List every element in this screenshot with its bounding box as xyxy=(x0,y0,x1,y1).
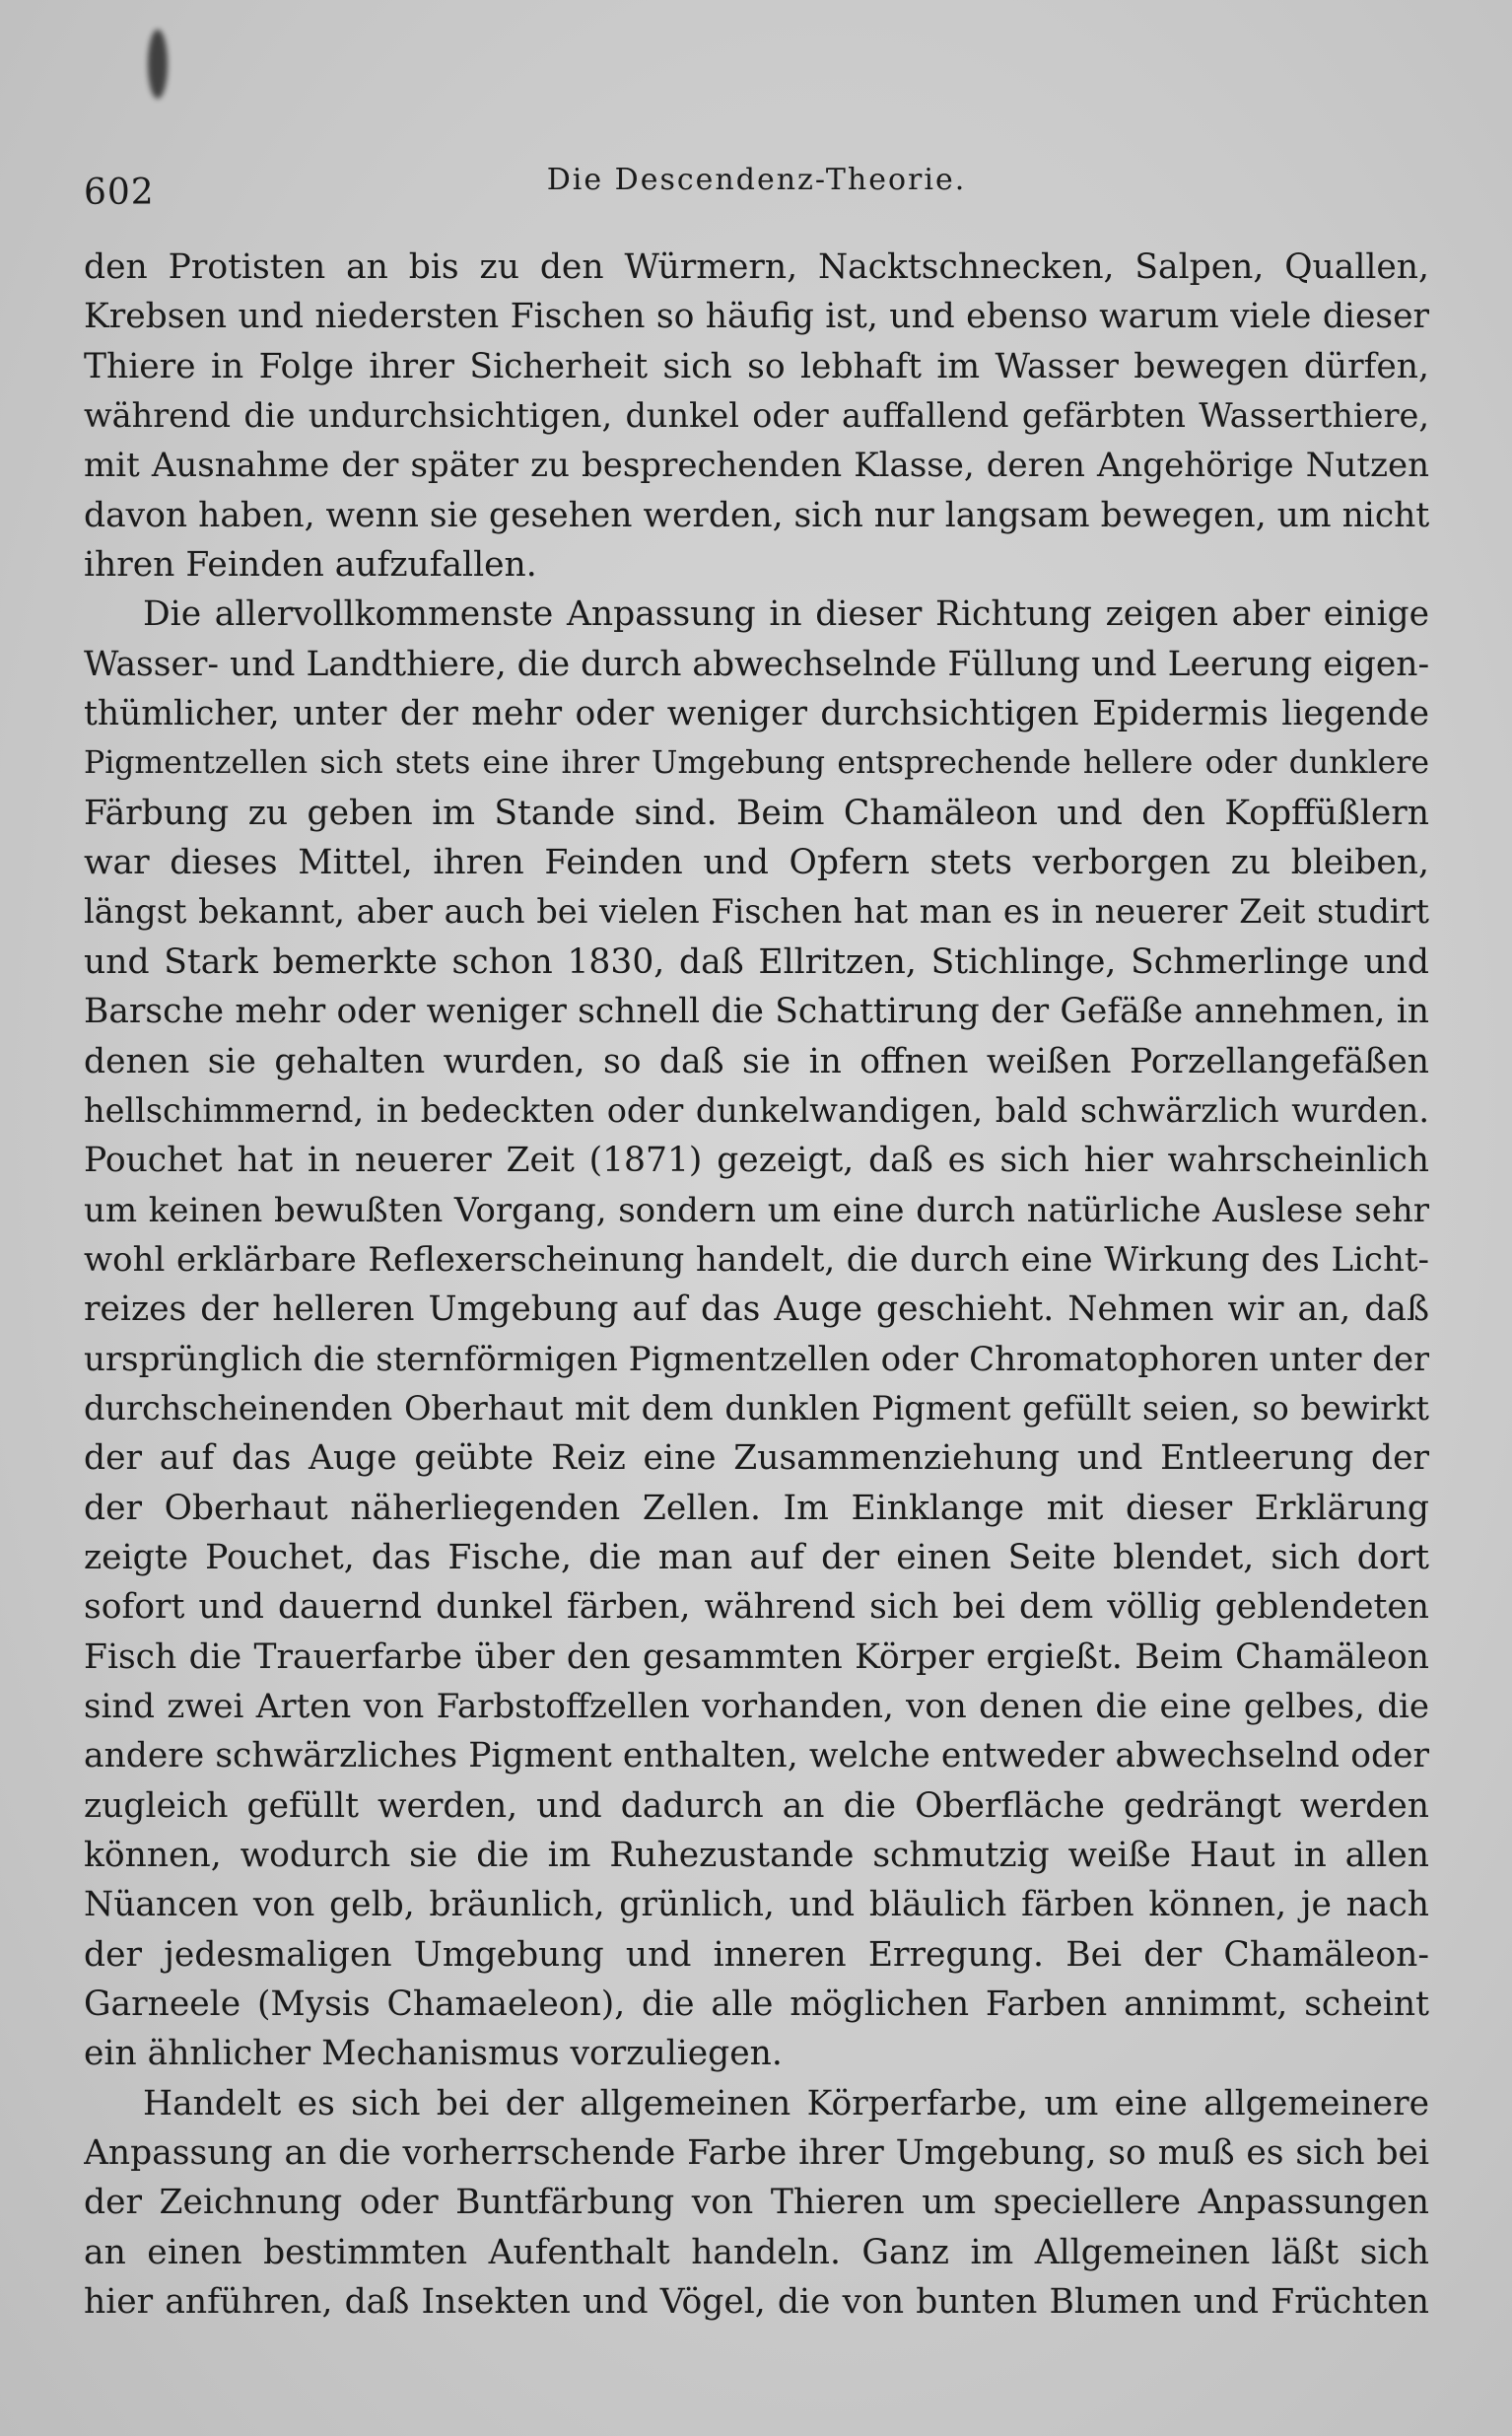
text-line: Wasser- und Landthiere, die durch abwechselnde Füllung und Leerung eigen- xyxy=(84,644,1429,684)
body-text xyxy=(84,243,1429,2327)
text-line: wohl erklärbare Reflexerscheinung handelt, die durch eine Wirkung des Licht- xyxy=(84,1239,1429,1280)
text-line: der auf das Auge geübte Reiz eine Zusammenziehung und Entleerung der xyxy=(84,1438,1429,1479)
text-line: Krebsen und niedersten Fischen so häufig ist, und ebenso warum viele dieser xyxy=(84,297,1429,337)
text-line: ein ähnlicher Mechanismus vorzuliegen. xyxy=(84,2034,783,2074)
text-line: um keinen bewußten Vorgang, sondern um eine durch natürliche Auslese sehr xyxy=(84,1190,1429,1230)
text-line: sind zwei Arten von Farbstoffzellen vorhanden, von denen die eine gelbes, die xyxy=(84,1686,1429,1726)
text-line: der Zeichnung oder Buntfärbung von Thieren um speciellere Anpassungen xyxy=(84,2183,1429,2223)
text-line: an einen bestimmten Aufenthalt handeln. Ganz im Allgemeinen läßt sich xyxy=(84,2232,1429,2272)
text-line: sofort und dauernd dunkel färben, während sich bei dem völlig geblendeten xyxy=(84,1587,1429,1628)
text-line: andere schwärzliches Pigment enthalten, welche entweder abwechselnd oder xyxy=(84,1736,1429,1776)
text-line: ursprünglich die sternförmigen Pigmentzellen oder Chromatophoren unter der xyxy=(84,1339,1429,1379)
text-line: zugleich gefüllt werden, und dadurch an die Oberfläche gedrängt werden xyxy=(84,1785,1429,1826)
text-line: Fisch die Trauerfarbe über den gesammten Körper ergießt. Beim Chamäleon xyxy=(84,1636,1429,1677)
text-line: Die allervollkommenste Anpassung in dieser Richtung zeigen aber einige xyxy=(143,594,1429,635)
text-line: Handelt es sich bei der allgemeinen Körperfarbe, um eine allgemeinere xyxy=(143,2083,1429,2123)
text-line: zeigte Pouchet, das Fische, die man auf der einen Seite blendet, sich dort xyxy=(84,1537,1429,1577)
text-line: Barsche mehr oder weniger schnell die Schattirung der Gefäße annehmen, in xyxy=(84,992,1429,1032)
text-line: Pouchet hat in neuerer Zeit (1871) gezeigt, daß es sich hier wahrscheinlich xyxy=(84,1141,1429,1181)
text-line: reizes der helleren Umgebung auf das Auge geschieht. Nehmen wir an, daß xyxy=(84,1289,1429,1330)
text-line: der Oberhaut näherliegenden Zellen. Im Einklange mit dieser Erklärung xyxy=(84,1488,1429,1528)
text-line: ihren Feinden aufzufallen. xyxy=(84,545,537,586)
page-number: 602 xyxy=(84,173,155,213)
text-line: hellschimmernd, in bedeckten oder dunkelwandigen, bald schwärzlich wurden. xyxy=(84,1090,1429,1130)
text-line: können, wodurch sie die im Ruhezustande schmutzig weiße Haut in allen xyxy=(84,1836,1429,1875)
text-line: Garneele (Mysis Chamaeleon), die alle möglichen Farben annimmt, scheint xyxy=(84,1984,1429,2025)
text-line: der jedesmaligen Umgebung und inneren Erregung. Bei der Chamäleon- xyxy=(84,1934,1429,1975)
text-line: den Protisten an bis zu den Würmern, Nacktschnecken, Salpen, Quallen, xyxy=(84,247,1429,287)
running-title: Die Descendenz-Theorie. xyxy=(546,163,967,197)
text-line: davon haben, wenn sie gesehen werden, sich nur langsam bewegen, um nicht xyxy=(84,495,1429,535)
text-line: Anpassung an die vorherrschende Farbe ihrer Umgebung, so muß es sich bei xyxy=(84,2133,1429,2174)
text-line: Färbung zu geben im Stande sind. Beim Chamäleon und den Kopffüßlern xyxy=(84,793,1429,833)
text-line: Nüancen von gelb, bräunlich, grünlich, und bläulich färben können, je nach xyxy=(84,1885,1429,1925)
text-line: thümlicher, unter der mehr oder weniger durchsichtigen Epidermis liegende xyxy=(84,694,1429,734)
text-line: denen sie gehalten wurden, so daß sie in offnen weißen Porzellangefäßen xyxy=(84,1041,1429,1081)
text-line: mit Ausnahme der später zu besprechenden Klasse, deren Angehörige Nutzen xyxy=(84,446,1429,486)
text-line: und Stark bemerkte schon 1830, daß Ellritzen, Stichlinge, Schmerlinge und xyxy=(84,941,1429,982)
text-line: durchscheinenden Oberhaut mit dem dunklen Pigment gefüllt seien, so bewirkt xyxy=(84,1388,1429,1427)
ink-smudge xyxy=(148,30,168,99)
text-line: längst bekannt, aber auch bei vielen Fischen hat man es in neuerer Zeit studirt xyxy=(84,892,1429,932)
page-header xyxy=(84,163,1429,222)
text-line: Thiere in Folge ihrer Sicherheit sich so lebhaft im Wasser bewegen dürfen, xyxy=(84,346,1429,386)
text-line: während die undurchsichtigen, dunkel oder auffallend gefärbten Wasserthiere, xyxy=(84,396,1429,436)
text-line: hier anführen, daß Insekten und Vögel, die von bunten Blumen und Früchten xyxy=(84,2282,1429,2323)
text-line: Pigmentzellen sich stets eine ihrer Umgebung entsprechende hellere oder dunklere xyxy=(84,745,1429,782)
text-line: war dieses Mittel, ihren Feinden und Opfern stets verborgen zu bleiben, xyxy=(84,843,1429,883)
